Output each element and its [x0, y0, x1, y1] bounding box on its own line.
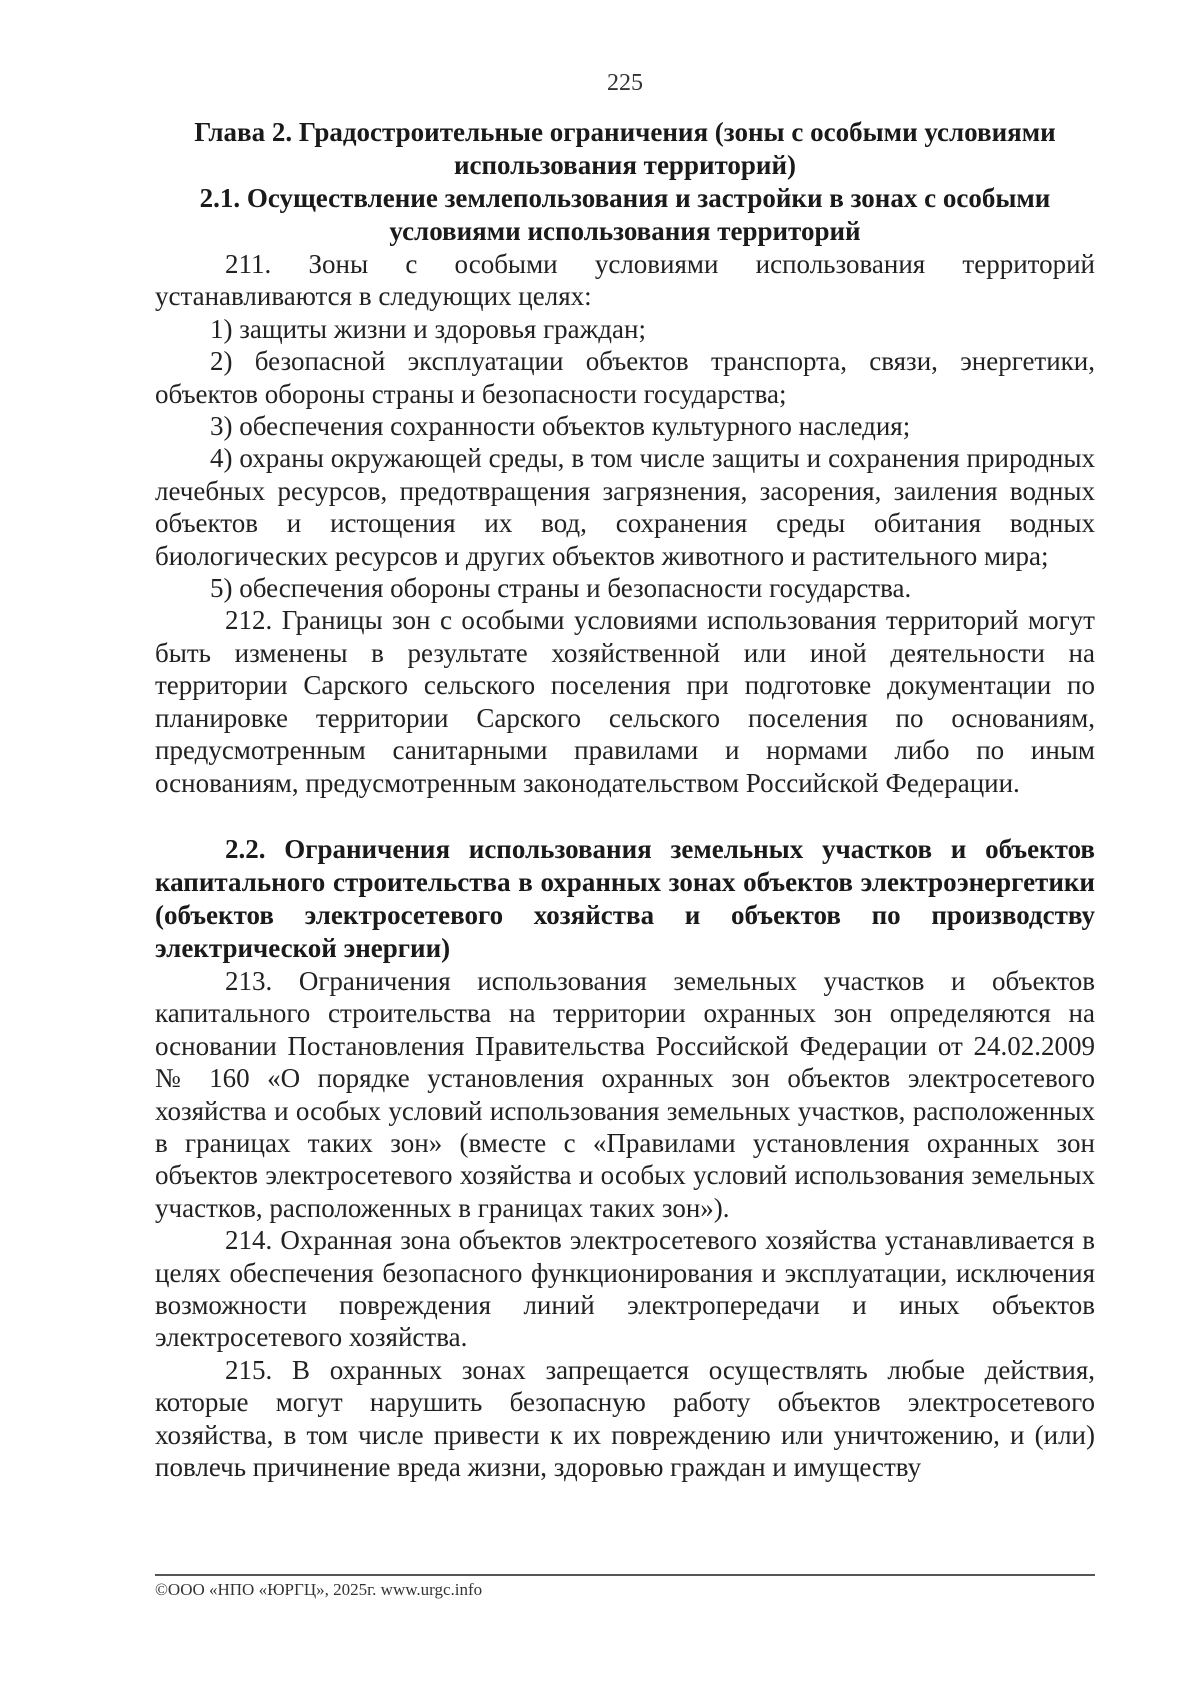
list-item: 1) защиты жизни и здоровья граждан; [210, 313, 646, 344]
page-content [155, 116, 1095, 1483]
paragraph-211: 211. Зоны с особыми условиями использования территорий устанавливаются в следующих целях: [155, 249, 1095, 312]
footer-divider [155, 1574, 1095, 1576]
list-item: 2) безопасной эксплуатации объектов транспорта, связи, энергетики, объектов обороны страны и безопасности государства; [155, 346, 1095, 409]
list-item: 5) обеспечения обороны страны и безопасности государства. [210, 573, 912, 604]
paragraph-215: 215. В охранных зонах запрещается осуществлять любые действия, которые могут нарушить безопасную работу объектов электросетевого хозяйства, в том числе привести к их повреждению или уничтожению, и (или) повлечь причинение вреда жизни, здоровью граждан и имуществу [155, 1354, 1095, 1482]
list-item: 4) охраны окружающей среды, в том числе защиты и сохранения природных лечебных ресурсов, предотвращения загрязнения, засорения, заиления водных объектов и истощения их вод, сохранения среды обитания водных биологических ресурсов и других объектов животного и растительного мира; [155, 443, 1095, 571]
section-spacer [155, 799, 1095, 833]
paragraph-214: 214. Охранная зона объектов электросетевого хозяйства устанавливается в целях обеспечения безопасного функционирования и эксплуатации, исключения возможности повреждения линий электропередачи и иных объектов электросетевого хозяйства. [155, 1225, 1095, 1353]
page-number: 225 [607, 70, 643, 96]
footer-copyright: ©ООО «НПО «ЮРГЦ», 2025г. www.urgc.info [155, 1580, 483, 1599]
section-2-1-title: 2.1. Осуществление землепользования и застройки в зонах с особыми условиями использования территорий [199, 183, 1051, 246]
section-2-2-title: 2.2. Ограничения использования земельных участков и объектов капитального строительства в охранных зонах объектов электроэнергетики (объектов электросетевого хозяйства и объектов по производству электрической энергии) [155, 833, 1095, 963]
chapter-title: Глава 2. Градостроительные ограничения (зоны с особыми условиями использования территорий) [194, 117, 1056, 180]
paragraph-212: 212. Границы зон с особыми условиями использования территорий могут быть изменены в результате хозяйственной или иной деятельности на территории Сарского сельского поселения при подготовке документации по планировке территории Сарского сельского поселения по основаниям, предусмотренным санитарными правилами и нормами либо по иным основаниям, предусмотренным законодательством Российской Федерации. [155, 605, 1095, 798]
list-item: 3) обеспечения сохранности объектов культурного наследия; [210, 411, 911, 442]
paragraph-213: 213. Ограничения использования земельных участков и объектов капитального строительства на территории охранных зон определяются на основании Постановления Правительства Российской Федерации от 24.02.2009 № 160 «О порядке установления охранных зон объектов электросетевого хозяйства и особых условий использования земельных участков, расположенных в границах таких зон» (вместе с «Правилами установления охранных зон объектов электросетевого хозяйства и особых условий использования земельных участков, расположенных в границах таких зон»). [155, 965, 1095, 1223]
